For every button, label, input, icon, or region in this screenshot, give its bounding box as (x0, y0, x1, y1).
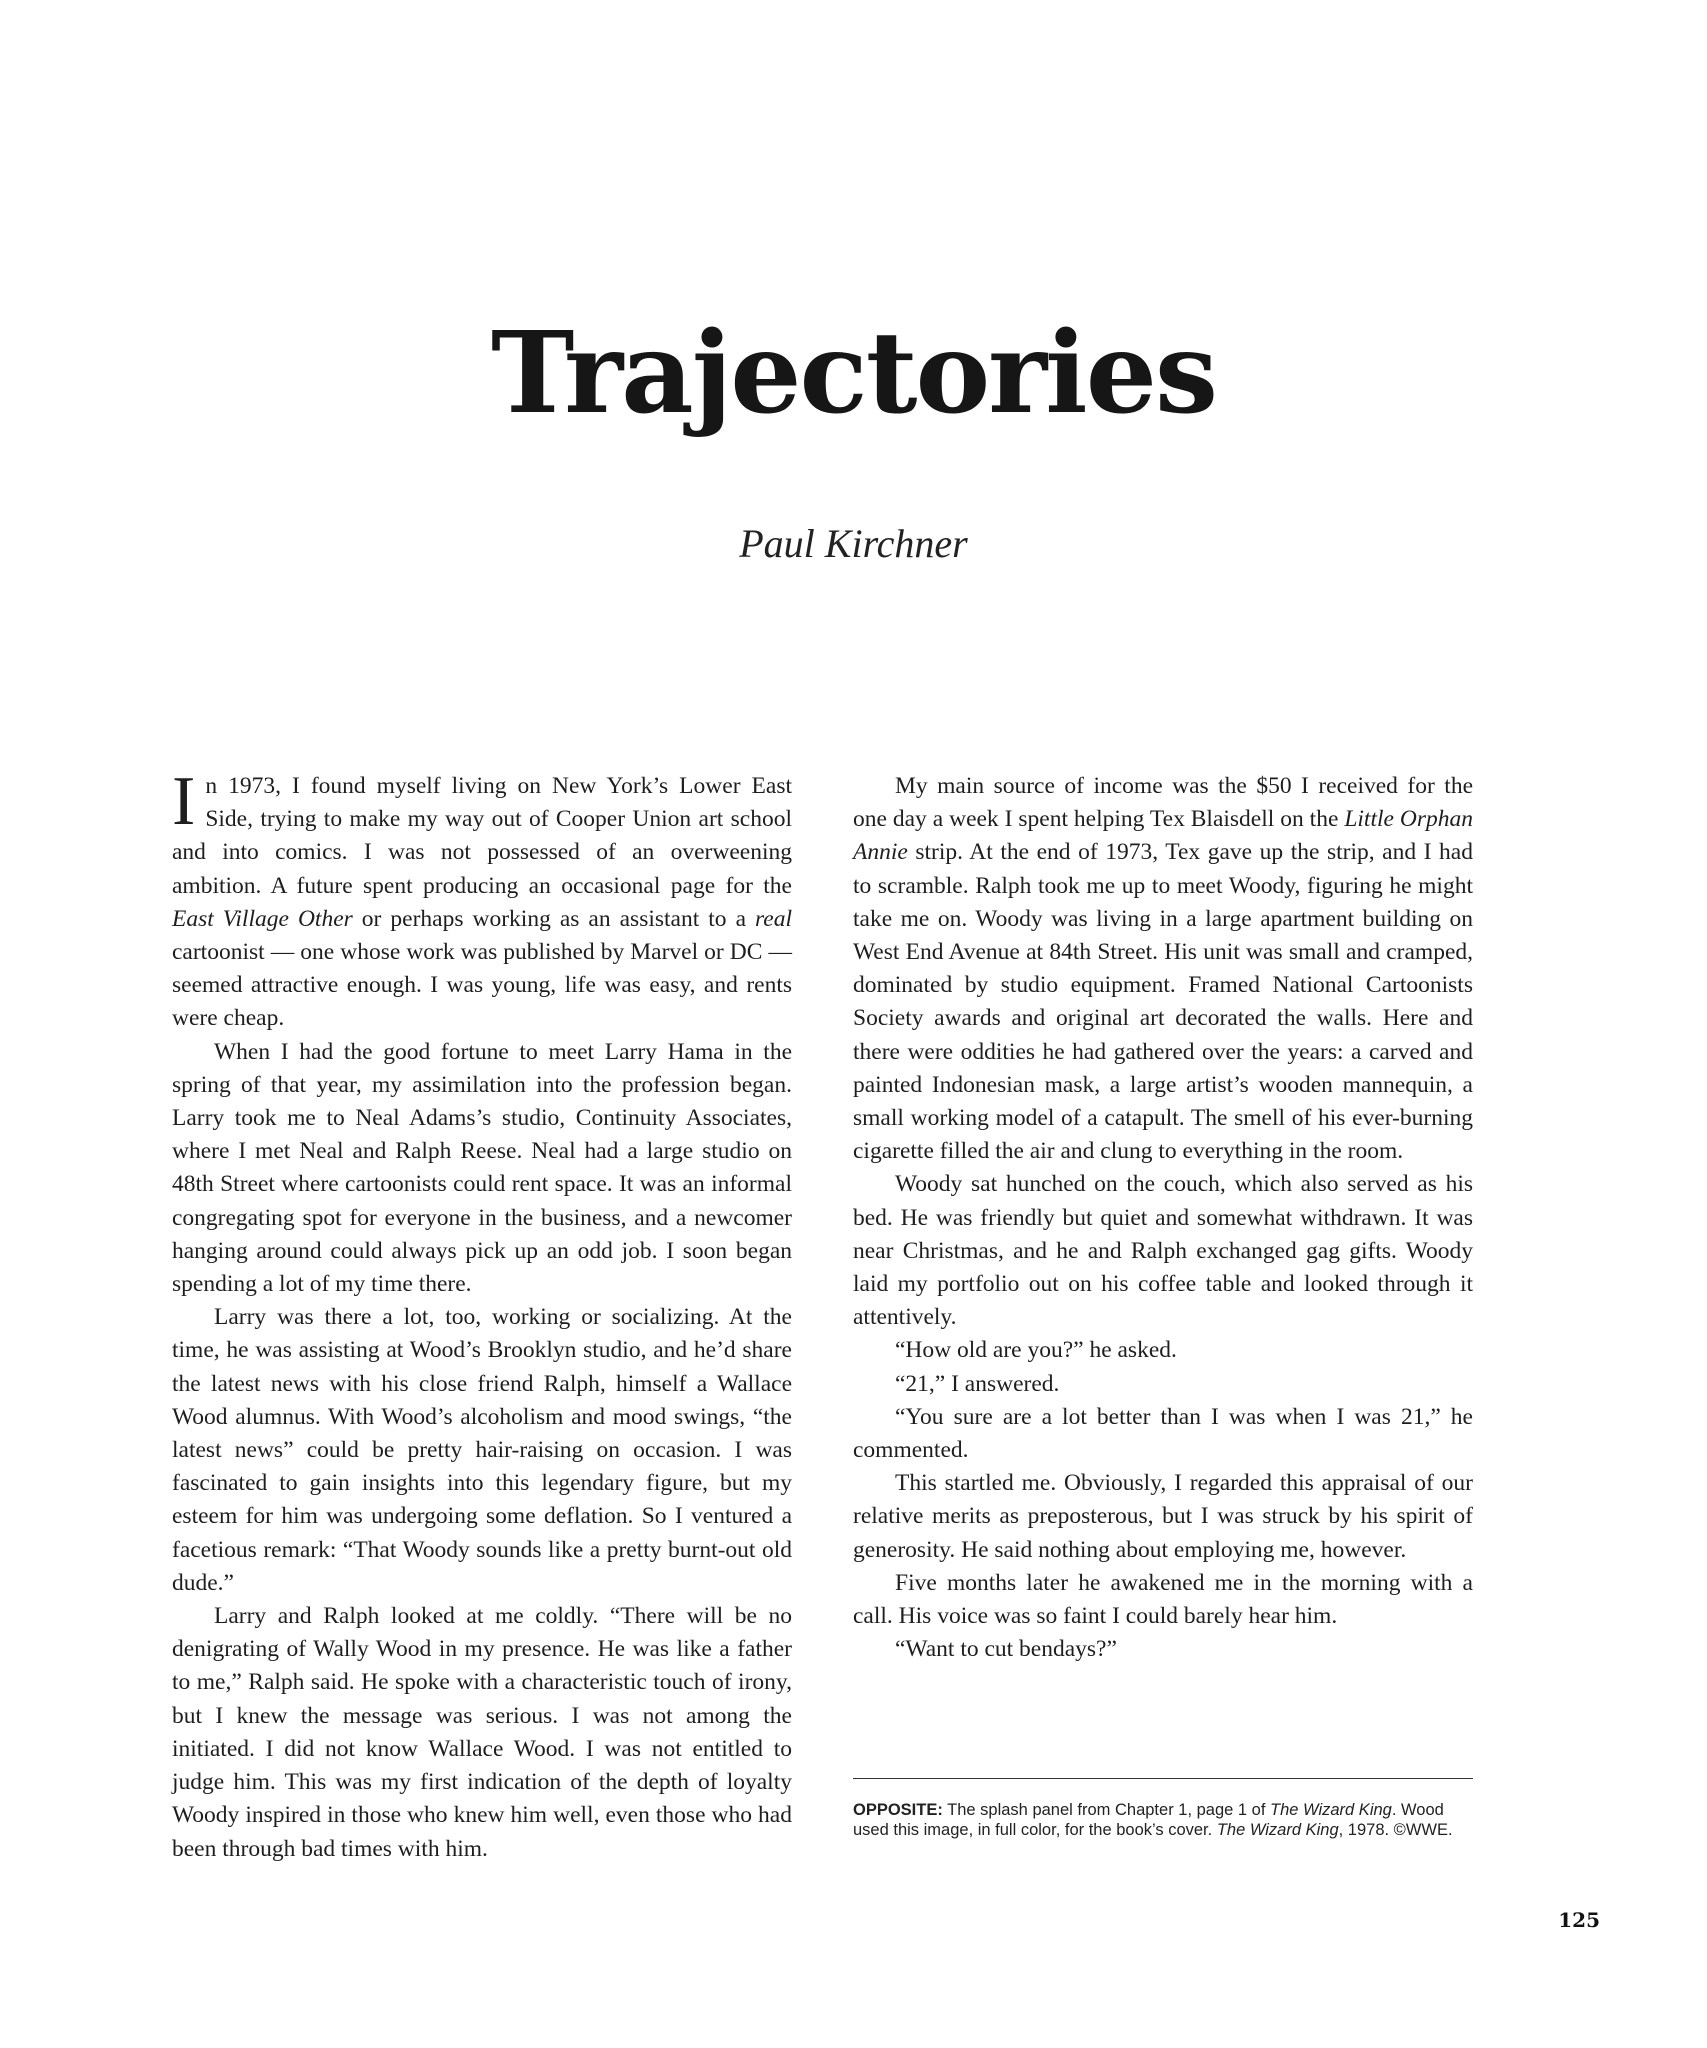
italic-title: The Wizard King (1270, 1801, 1392, 1819)
paragraph (172, 763, 793, 1036)
paragraph: “Want to cut bendays?” (895, 1636, 1117, 1663)
text-run: . Wood used this image, in full color, for the book’s cover. (853, 1801, 1444, 1839)
figure-caption (853, 1800, 1473, 1840)
italic-title: East Village Other (172, 905, 353, 932)
italic-emphasis: real (755, 905, 793, 932)
caption-label: OPPOSITE: (853, 1801, 943, 1819)
text-run: strip. At the end of 1973, Tex gave up the strip, and I had to scramble. Ralph took me up to meet Woody, figuring he might take me on. Woody was living in a large apartment building on West End Avenue at 84th Street. His unit was small and cramped, dominated by studio equipment. Framed National Cartoonists Society awards and original art decorated the walls. Here and there were oddities he had gathered over the years: a carved and painted Indonesian mask, a large artist’s wooden mannequin, a small working model of a catapult. The smell of his ever-burning cigarette filled the air and clung to everything in the room. (853, 839, 1473, 1165)
italic-title: The Wizard King (1216, 1821, 1339, 1839)
italic-title: Little Orphan Annie (853, 806, 1473, 866)
text-run: The splash panel from Chapter 1, page 1 of (942, 1801, 1271, 1819)
caption-divider (853, 1778, 1473, 1779)
paragraph (853, 770, 1473, 1168)
paragraph: Larry and Ralph looked at me coldly. “There will be no denigrating of Wally Wood in my presence. He was like a father to me,” Ralph said. He spoke with a characteristic touch of irony, but I knew the message was serious. I was not among the initiated. I did not know Wallace Wood. I was not entitled to judge him. This was my first indication of the depth of loyalty Woody inspired in those who knew him well, even those who had been through bad times with him. (172, 1603, 792, 1862)
article-author: Paul Kirchner (739, 521, 968, 566)
paragraph: “21,” I answered. (895, 1370, 1060, 1397)
page-number: 125 (1558, 1908, 1600, 1932)
paragraph: “You sure are a lot better than I was when I was 21,” he commented. (853, 1403, 1473, 1464)
paragraph: When I had the good fortune to meet Larry Hama in the spring of that year, my assimilation into the profession began. Larry took me to Neal Adams’s studio, Continuity Associates, where I met Neal and Ralph Reese. Neal had a large studio on 48th Street where cartoonists could rent space. It was an informal congregating spot for everyone in the business, and a newcomer hanging around could always pick up an odd job. I soon began spending a lot of my time there. (172, 1038, 792, 1298)
article-title: Trajectories (490, 308, 1217, 439)
text-run: , 1978. ©WWE. (1338, 1821, 1453, 1839)
text-run: n 1973, I found myself living on New York’s Lower East Side, trying to make my way out of Cooper Union art school and into comics. I was not possessed of an overweening ambition. A future spent producing an occasional page for the (172, 773, 792, 899)
paragraph: Larry was there a lot, too, working or socializing. At the time, he was assisting at Wood’s Brooklyn studio, and he’d share the latest news with his close friend Ralph, himself a Wallace Wood alumnus. With Wood’s alcoholism and mood swings, “the latest news” could be pretty hair-raising on occasion. I was fascinated to gain insights into this legendary figure, but my esteem for him was undergoing some deflation. So I ventured a facetious remark: “That Woody sounds like a pretty burnt-out old dude.” (172, 1304, 792, 1596)
paragraph: Five months later he awakened me in the morning with a call. His voice was so faint I could barely hear him. (853, 1569, 1473, 1630)
drop-cap: I (172, 763, 196, 840)
paragraph: “How old are you?” he asked. (895, 1337, 1177, 1364)
paragraph: Woody sat hunched on the couch, which also served as his bed. He was friendly but quiet and somewhat withdrawn. It was near Christmas, and he and Ralph exchanged gag gifts. Woody laid my portfolio out on his coffee table and looked through it attentively. (853, 1171, 1473, 1331)
text-run: My main source of income was the $50 I received for the one day a week I spent helping Tex Blaisdell on the (853, 773, 1473, 833)
paragraph: This startled me. Obviously, I regarded this appraisal of our relative merits as preposterous, but I was struck by his spirit of generosity. He said nothing about employing me, however. (853, 1470, 1473, 1563)
text-run: cartoonist — one whose work was published by Marvel or DC — seemed attractive enough. I was young, life was easy, and rents were cheap. (172, 939, 792, 1032)
text-column-left (172, 763, 793, 1866)
text-column-right (853, 770, 1473, 1666)
text-run: or perhaps working as an assistant to a (352, 905, 756, 932)
